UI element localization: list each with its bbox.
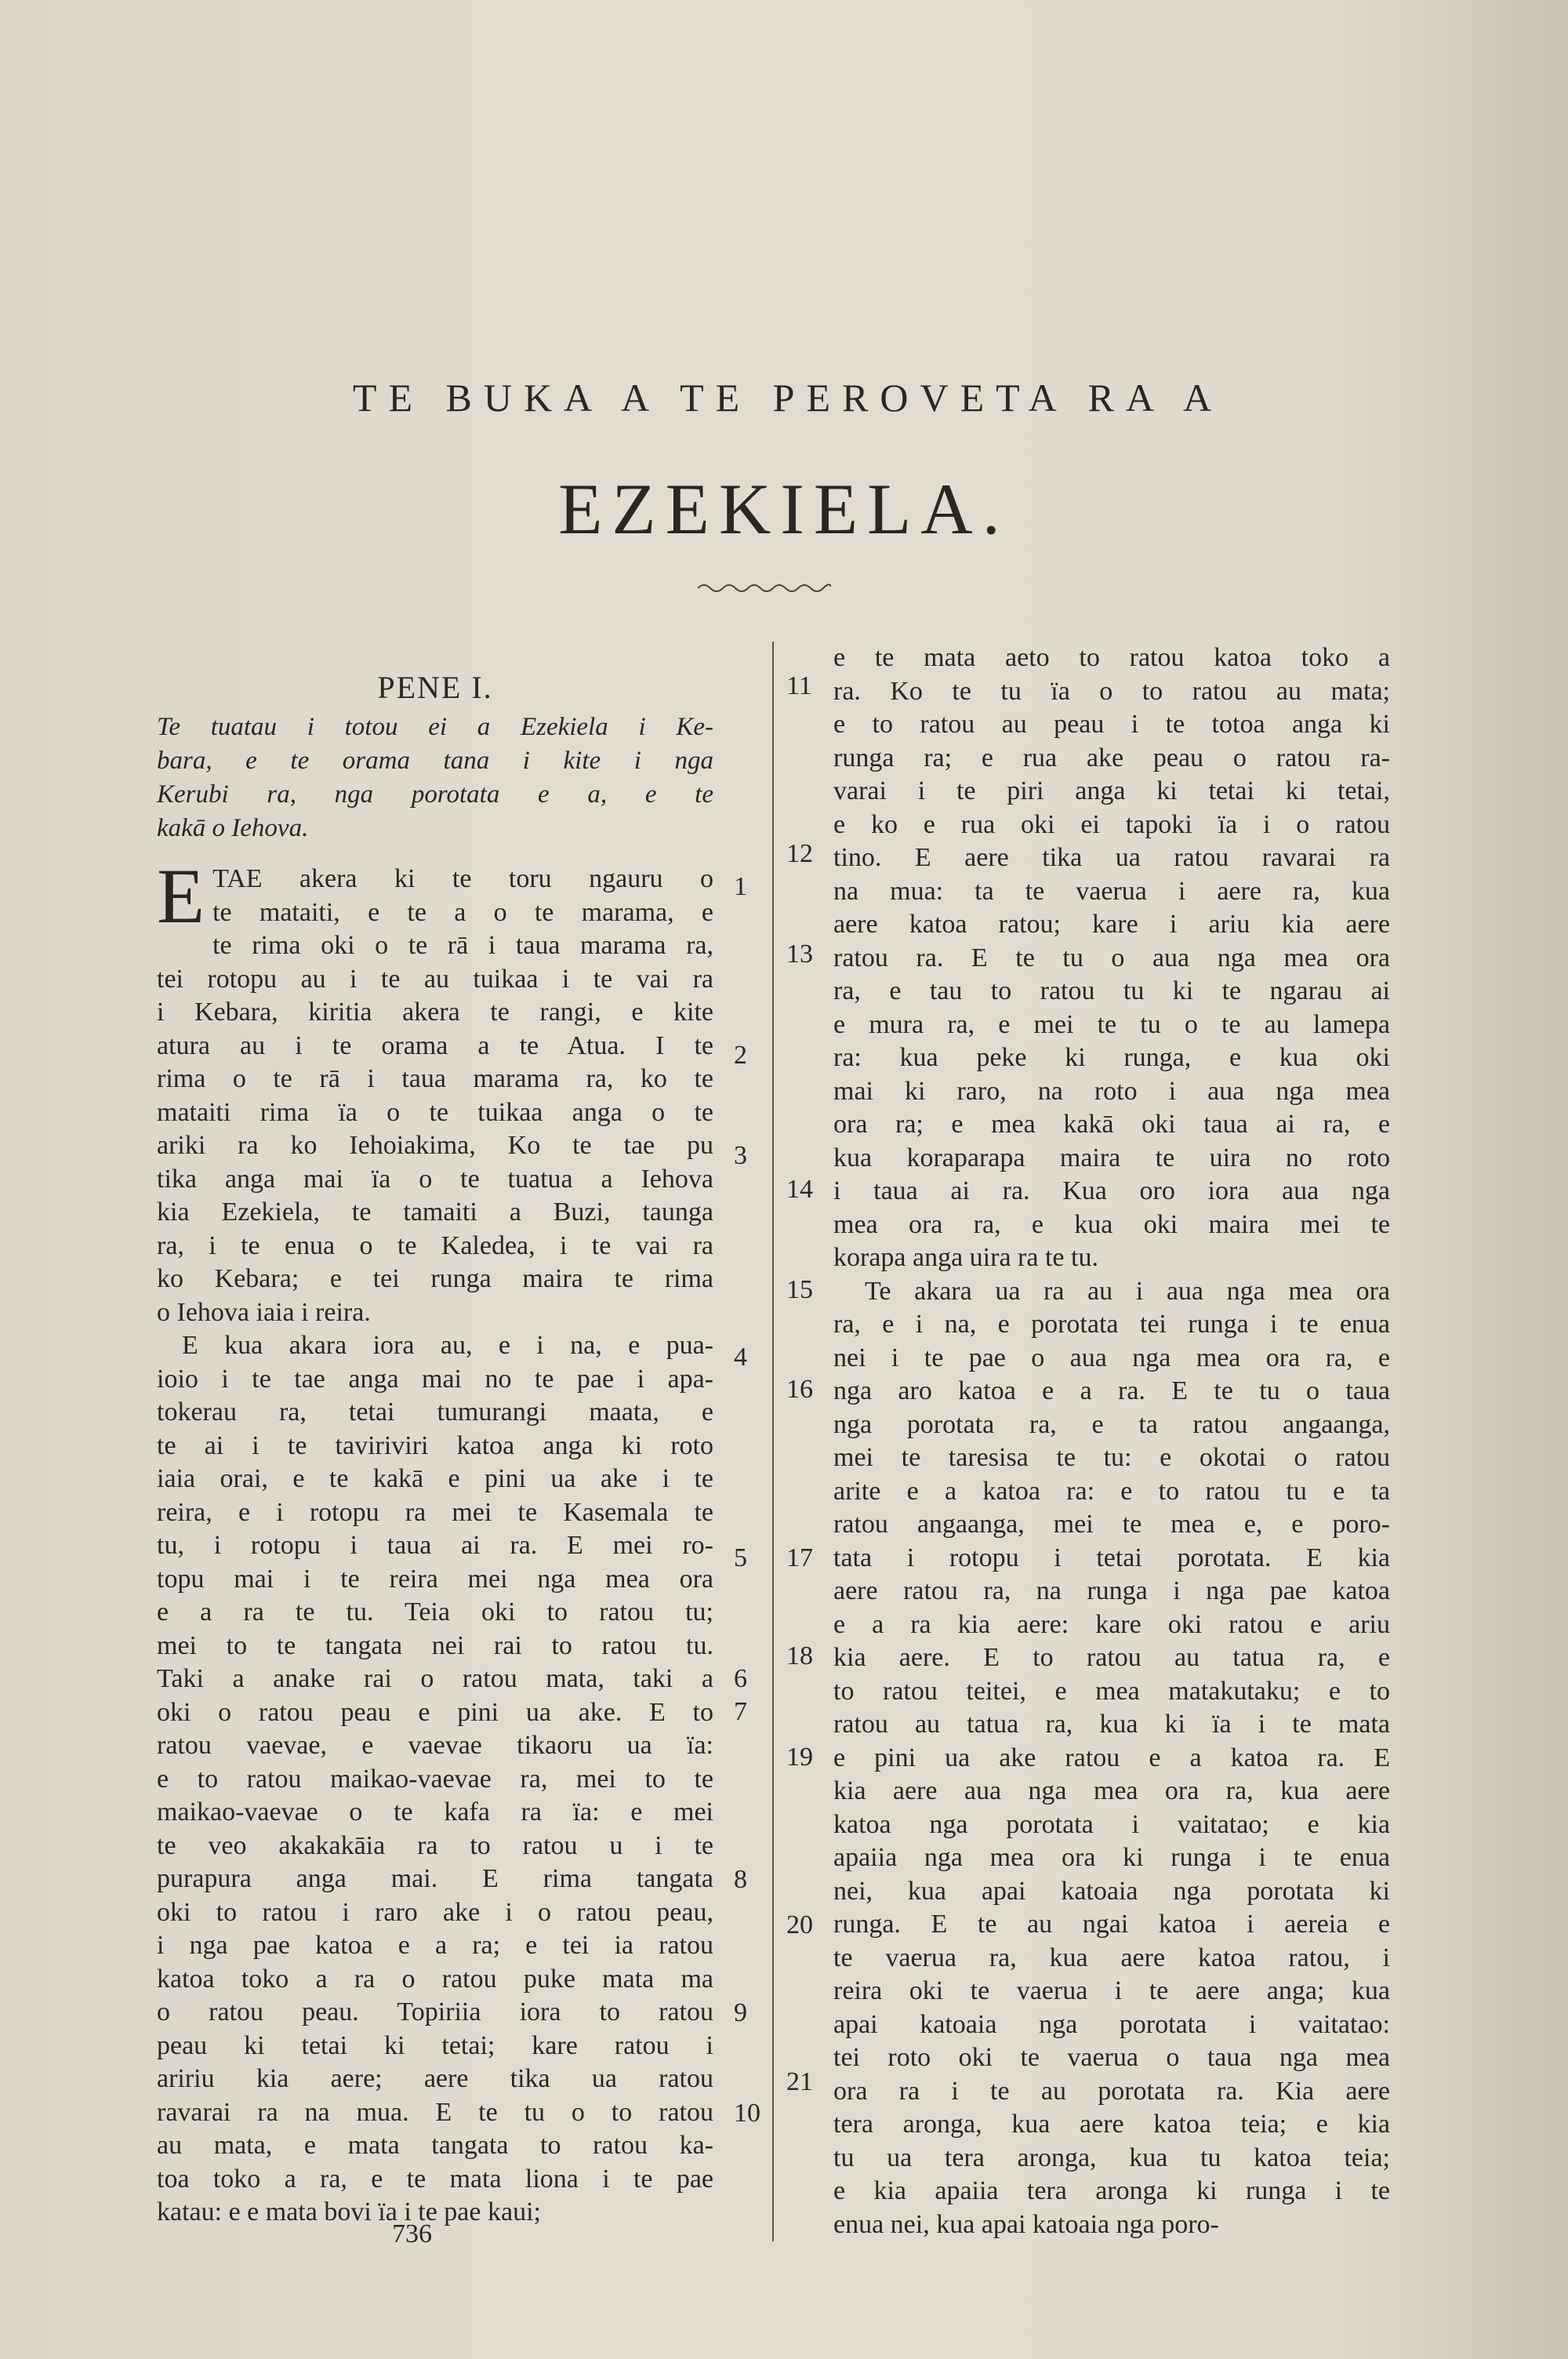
- text-line: ora ra i te au porotata ra. Kia aere: [833, 2076, 1390, 2106]
- text-line: apai katoaia nga porotata i vaitatao:: [833, 2009, 1390, 2039]
- chapter-summary: [157, 711, 713, 845]
- text-line: maikao-vaevae o te kafa ra ïa: e mei: [157, 1797, 713, 1826]
- text-line: aririu kia aere; aere tika ua ratou: [157, 2064, 713, 2093]
- text-line: ravarai ra na mua. E te tu o to ratou: [157, 2097, 713, 2127]
- summary-line: bara, e te orama tana i kite i nga: [157, 747, 713, 775]
- text-line: e to ratou maikao-vaevae ra, mei to te: [157, 1764, 713, 1794]
- verse-number: 17: [786, 1543, 813, 1572]
- text-line: kia aere aua nga mea ora ra, kua aere: [833, 1776, 1390, 1805]
- verse-number: 15: [786, 1275, 813, 1304]
- text-line: reira oki te vaerua i te aere anga; kua: [833, 1976, 1390, 2005]
- text-line: i taua ai ra. Kua oro iora aua nga: [833, 1176, 1390, 1205]
- text-line: E kua akara iora au, e i na, e pua-: [182, 1331, 713, 1360]
- text-line: tata i rotopu i tetai porotata. E kia: [833, 1543, 1390, 1572]
- text-line: ra, e tau to ratou tu ki te ngarau ai: [833, 976, 1390, 1005]
- verse-number: 19: [786, 1743, 813, 1772]
- text-line: tei rotopu au i te au tuikaa i te vai ra: [157, 964, 713, 994]
- text-line: au mata, e mata tangata to ratou ka-: [157, 2131, 713, 2160]
- text-line: e mura ra, e mei te tu o te au lamepa: [833, 1009, 1390, 1039]
- text-line: enua nei, kua apai katoaia nga poro-: [833, 2209, 1219, 2239]
- verse-number: 21: [786, 2067, 813, 2096]
- text-line: o Iehova iaia i reira.: [157, 1297, 371, 1327]
- text-line: oki to ratou i raro ake i o ratou peau,: [157, 1897, 713, 1927]
- text-line: i Kebara, kiritia akera te rangi, e kite: [157, 998, 713, 1027]
- text-line: e a ra kia aere: kare oki ratou e ariu: [833, 1609, 1390, 1639]
- text-line: kia Ezekiela, te tamaiti a Buzi, taunga: [157, 1198, 713, 1227]
- text-line: varai i te piri anga ki tetai ki tetai,: [833, 776, 1390, 805]
- text-line: mea ora ra, e kua oki maira mei te: [833, 1209, 1390, 1239]
- verse-number: 4: [734, 1343, 747, 1372]
- verse-number: 13: [786, 940, 813, 969]
- text-line: oki o ratou peau e pini ua ake. E to: [157, 1697, 713, 1727]
- text-line: mei to te tangata nei rai to ratou tu.: [157, 1630, 713, 1660]
- verse-number: 14: [786, 1175, 813, 1204]
- verse-number: 9: [734, 1998, 747, 2027]
- text-line: e te mata aeto to ratou katoa toko a: [833, 643, 1390, 672]
- text-line: te mataiti, e te a o te marama, e: [212, 897, 713, 927]
- text-line: ratou ra. E te tu o aua nga mea ora: [833, 943, 1390, 972]
- text-line: ra, e i na, e porotata tei runga i te enua: [833, 1310, 1390, 1339]
- right-column: [833, 642, 1390, 2241]
- text-line: Te akara ua ra au i aua nga mea ora: [865, 1276, 1390, 1306]
- text-line: ariki ra ko Iehoiakima, Ko te tae pu: [157, 1131, 713, 1160]
- text-line: tika anga mai ïa o te tuatua a Iehova: [157, 1164, 713, 1194]
- text-line: ra, i te enua o te Kaledea, i te vai ra: [157, 1230, 713, 1260]
- text-line: peau ki tetai ki tetai; kare ratou i: [157, 2030, 713, 2060]
- text-line: runga. E te au ngai katoa i aereia e: [833, 1910, 1390, 1939]
- text-line: o ratou peau. Topiriia iora to ratou: [157, 1997, 713, 2026]
- text-line: purapura anga mai. E rima tangata: [157, 1864, 713, 1893]
- text-line: tokerau ra, tetai tumurangi maata, e: [157, 1398, 713, 1427]
- text-line: Taki a anake rai o ratou mata, taki a: [157, 1664, 713, 1693]
- text-line: runga ra; e rua ake peau o ratou ra-: [833, 743, 1390, 772]
- text-line: e to ratou au peau i te totoa anga ki: [833, 710, 1390, 739]
- text-line: kua koraparapa maira te uira no roto: [833, 1143, 1390, 1172]
- text-line: nei i te pae o aua nga mea ora ra, e: [833, 1343, 1390, 1372]
- text-line: rima o te rā i taua marama ra, ko te: [157, 1064, 713, 1093]
- verse-number: 3: [734, 1141, 747, 1170]
- text-line: mai ki raro, na roto i aua nga mea: [833, 1076, 1390, 1106]
- summary-line: kakā o Iehova.: [157, 814, 309, 842]
- text-line: nga porotata ra, e ta ratou angaanga,: [833, 1409, 1390, 1439]
- text-line: aere ratou ra, na runga i nga pae katoa: [833, 1576, 1390, 1605]
- text-line: arite e a katoa ra: e to ratou tu e ta: [833, 1476, 1390, 1506]
- verse-number: 10: [734, 2099, 760, 2128]
- text-line: nga aro katoa e a ra. E te tu o taua: [833, 1376, 1390, 1405]
- verse-number: 7: [734, 1697, 747, 1726]
- text-line: te veo akakakāia ra to ratou u i te: [157, 1830, 713, 1860]
- drop-cap: E: [157, 852, 205, 940]
- running-title: TE BUKA A TE PEROVETA RA A: [352, 376, 1224, 420]
- text-line: ioio i te tae anga mai no te pae i apa-: [157, 1364, 713, 1394]
- text-line: ora ra; e mea kakā oki taua ai ra, e: [833, 1110, 1390, 1139]
- text-line: mataiti rima ïa o te tuikaa anga o te: [157, 1097, 713, 1127]
- text-line: tera aronga, kua aere katoa teia; e kia: [833, 2110, 1390, 2139]
- verse-number: 2: [734, 1041, 747, 1070]
- text-line: korapa anga uira ra te tu.: [833, 1243, 1098, 1272]
- text-line: katoa nga porotata i vaitatao; e kia: [833, 1809, 1390, 1839]
- text-line: aere katoa ratou; kare i ariu kia aere: [833, 910, 1390, 939]
- text-line: toa toko a ra, e te mata liona i te pae: [157, 2164, 713, 2194]
- text-line: kia aere. E to ratou au tatua ra, e: [833, 1643, 1390, 1672]
- text-line: topu mai i te reira mei nga mea ora: [157, 1564, 713, 1594]
- text-line: ra: kua peke ki runga, e kua oki: [833, 1043, 1390, 1072]
- text-line: e kia apaiia tera aronga ki runga i te: [833, 2176, 1390, 2205]
- summary-line: Kerubi ra, nga porotata e a, e te: [157, 780, 713, 809]
- verse-number: 6: [734, 1664, 747, 1693]
- text-line: iaia orai, e te kakā e pini ua ake i te: [157, 1464, 713, 1493]
- text-line: katoa toko a ra o ratou puke mata ma: [157, 1964, 713, 1994]
- verse-number: 18: [786, 1641, 813, 1670]
- text-line: ratou vaevae, e vaevae tikaoru ua ïa:: [157, 1731, 713, 1760]
- text-line: nei, kua apai katoaia nga porotata ki: [833, 1876, 1390, 1906]
- text-line: to ratou teitei, e mea matakutaku; e to: [833, 1676, 1390, 1706]
- text-line: tu, i rotopu i taua ai ra. E mei ro-: [157, 1531, 713, 1560]
- verse-number: 5: [734, 1543, 747, 1572]
- verse-number: 1: [734, 872, 747, 901]
- summary-line: Te tuatau i totou ei a Ezekiela i Ke-: [157, 713, 713, 741]
- verse-number: 20: [786, 1910, 813, 1939]
- text-line: tei roto oki te vaerua o taua nga mea: [833, 2043, 1390, 2072]
- chapter-heading: PENE I.: [377, 670, 493, 705]
- text-line: e ko e rua oki ei tapoki ïa i o ratou: [833, 809, 1390, 839]
- verse-number: 8: [734, 1865, 747, 1894]
- page-number: 736: [392, 2219, 432, 2248]
- text-line: e a ra te tu. Teia oki to ratou tu;: [157, 1598, 713, 1627]
- text-line: ratou angaanga, mei te mea e, e poro-: [833, 1510, 1390, 1539]
- text-line: katau: e e mata bovi ïa i te pae kaui;: [157, 2197, 541, 2226]
- text-line: ko Kebara; e tei runga maira te rima: [157, 1264, 713, 1293]
- text-line: na mua: ta te vaerua i aere ra, kua: [833, 876, 1390, 906]
- text-line: reira, e i rotopu ra mei te Kasemala te: [157, 1497, 713, 1527]
- text-line: te rima oki o te rā i taua marama ra,: [212, 931, 713, 960]
- text-line: te vaerua ra, kua aere katoa ratou, i: [833, 1943, 1390, 1972]
- left-column-text: [157, 852, 713, 2230]
- column-divider: [772, 642, 774, 2241]
- book-title: EZEKIELA.: [558, 469, 1010, 549]
- text-line: ra. Ko te tu ïa o to ratou au mata;: [833, 676, 1390, 706]
- title-ornament-icon: [698, 579, 831, 594]
- text-line: tino. E aere tika ua ratou ravarai ra: [833, 843, 1390, 872]
- text-line: atura au i te orama a te Atua. I te: [157, 1030, 713, 1060]
- text-line: TAE akera ki te toru ngauru o: [212, 864, 713, 893]
- left-column: [157, 642, 713, 2230]
- verse-number: 16: [786, 1375, 813, 1404]
- text-line: ratou au tatua ra, kua ki ïa i te mata: [833, 1710, 1390, 1739]
- verse-number: 12: [786, 839, 813, 868]
- text-line: e pini ua ake ratou e a katoa ra. E: [833, 1743, 1390, 1772]
- text-line: apaiia nga mea ora ki runga i te enua: [833, 1843, 1390, 1872]
- text-line: mei te taresisa te tu: e okotai o ratou: [833, 1443, 1390, 1472]
- text-line: i nga pae katoa e a ra; e tei ia ratou: [157, 1931, 713, 1960]
- text-line: te ai i te taviriviri katoa anga ki roto: [157, 1430, 713, 1460]
- verse-number: 11: [786, 671, 812, 700]
- text-line: tu ua tera aronga, kua tu katoa teia;: [833, 2143, 1390, 2172]
